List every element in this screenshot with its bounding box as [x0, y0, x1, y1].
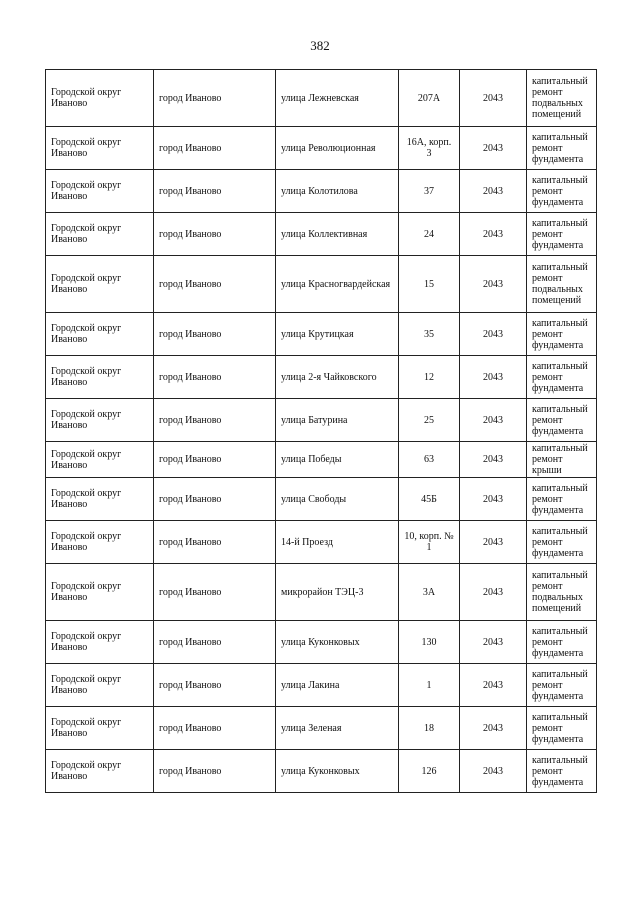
- cell-street: улица 2-я Чайковского: [276, 356, 399, 399]
- cell-municipality: Городской округ Иваново: [46, 621, 154, 664]
- cell-city: город Иваново: [154, 213, 276, 256]
- cell-year: 2043: [460, 750, 527, 793]
- cell-year: 2043: [460, 313, 527, 356]
- cell-year: 2043: [460, 399, 527, 442]
- cell-house-number: 3А: [399, 564, 460, 621]
- cell-house-number: 207А: [399, 70, 460, 127]
- table-row: [46, 70, 597, 127]
- cell-year: 2043: [460, 442, 527, 478]
- table-row: [46, 664, 597, 707]
- cell-house-number: 18: [399, 707, 460, 750]
- cell-work-type: капитальный ремонт подвальных помещений: [527, 70, 597, 127]
- table-row: [46, 521, 597, 564]
- table-row: [46, 478, 597, 521]
- cell-city: город Иваново: [154, 127, 276, 170]
- cell-house-number: 45Б: [399, 478, 460, 521]
- cell-street: микрорайон ТЭЦ-3: [276, 564, 399, 621]
- cell-street: улица Свободы: [276, 478, 399, 521]
- cell-year: 2043: [460, 478, 527, 521]
- cell-house-number: 15: [399, 256, 460, 313]
- cell-city: город Иваново: [154, 664, 276, 707]
- cell-street: улица Батурина: [276, 399, 399, 442]
- cell-street: улица Зеленая: [276, 707, 399, 750]
- table-row: [46, 750, 597, 793]
- cell-city: город Иваново: [154, 521, 276, 564]
- cell-work-type: капитальный ремонт фундамента: [527, 521, 597, 564]
- table-row: [46, 356, 597, 399]
- cell-city: город Иваново: [154, 564, 276, 621]
- cell-year: 2043: [460, 564, 527, 621]
- cell-year: 2043: [460, 707, 527, 750]
- cell-work-type: капитальный ремонт фундамента: [527, 313, 597, 356]
- cell-work-type: капитальный ремонт крыши: [527, 442, 597, 478]
- cell-municipality: Городской округ Иваново: [46, 564, 154, 621]
- table-row: [46, 399, 597, 442]
- cell-city: город Иваново: [154, 707, 276, 750]
- cell-work-type: капитальный ремонт фундамента: [527, 127, 597, 170]
- cell-municipality: Городской округ Иваново: [46, 521, 154, 564]
- cell-house-number: 35: [399, 313, 460, 356]
- table-row: [46, 213, 597, 256]
- cell-year: 2043: [460, 256, 527, 313]
- cell-year: 2043: [460, 664, 527, 707]
- table-row: [46, 256, 597, 313]
- cell-house-number: 126: [399, 750, 460, 793]
- cell-year: 2043: [460, 170, 527, 213]
- table-row: [46, 127, 597, 170]
- table-row: [46, 707, 597, 750]
- cell-municipality: Городской округ Иваново: [46, 70, 154, 127]
- cell-street: улица Революционная: [276, 127, 399, 170]
- cell-house-number: 130: [399, 621, 460, 664]
- cell-municipality: Городской округ Иваново: [46, 313, 154, 356]
- repair-schedule-table: [45, 69, 597, 793]
- cell-municipality: Городской округ Иваново: [46, 478, 154, 521]
- cell-city: город Иваново: [154, 478, 276, 521]
- cell-city: город Иваново: [154, 750, 276, 793]
- cell-house-number: 63: [399, 442, 460, 478]
- cell-house-number: 10, корп. № 1: [399, 521, 460, 564]
- cell-city: город Иваново: [154, 170, 276, 213]
- cell-house-number: 12: [399, 356, 460, 399]
- cell-street: 14-й Проезд: [276, 521, 399, 564]
- cell-municipality: Городской округ Иваново: [46, 127, 154, 170]
- cell-municipality: Городской округ Иваново: [46, 170, 154, 213]
- table-row: [46, 564, 597, 621]
- cell-year: 2043: [460, 127, 527, 170]
- cell-municipality: Городской округ Иваново: [46, 707, 154, 750]
- cell-work-type: капитальный ремонт фундамента: [527, 621, 597, 664]
- cell-city: город Иваново: [154, 256, 276, 313]
- cell-work-type: капитальный ремонт фундамента: [527, 399, 597, 442]
- cell-work-type: капитальный ремонт фундамента: [527, 356, 597, 399]
- cell-work-type: капитальный ремонт подвальных помещений: [527, 256, 597, 313]
- cell-street: улица Лежневская: [276, 70, 399, 127]
- cell-work-type: капитальный ремонт фундамента: [527, 213, 597, 256]
- cell-municipality: Городской округ Иваново: [46, 356, 154, 399]
- cell-city: город Иваново: [154, 621, 276, 664]
- cell-year: 2043: [460, 356, 527, 399]
- cell-city: город Иваново: [154, 442, 276, 478]
- cell-year: 2043: [460, 70, 527, 127]
- cell-year: 2043: [460, 521, 527, 564]
- cell-year: 2043: [460, 621, 527, 664]
- page-number: 382: [310, 38, 330, 53]
- cell-municipality: Городской округ Иваново: [46, 399, 154, 442]
- table-row: [46, 621, 597, 664]
- cell-street: улица Победы: [276, 442, 399, 478]
- table-row: [46, 170, 597, 213]
- cell-municipality: Городской округ Иваново: [46, 213, 154, 256]
- cell-street: улица Красногвардейская: [276, 256, 399, 313]
- cell-city: город Иваново: [154, 399, 276, 442]
- cell-municipality: Городской округ Иваново: [46, 750, 154, 793]
- table-row: [46, 442, 597, 478]
- cell-work-type: капитальный ремонт фундамента: [527, 750, 597, 793]
- table-body: [46, 70, 597, 793]
- cell-work-type: капитальный ремонт фундамента: [527, 707, 597, 750]
- table-row: [46, 313, 597, 356]
- cell-street: улица Куконковых: [276, 750, 399, 793]
- cell-work-type: капитальный ремонт подвальных помещений: [527, 564, 597, 621]
- cell-street: улица Колотилова: [276, 170, 399, 213]
- cell-city: город Иваново: [154, 70, 276, 127]
- cell-street: улица Куконковых: [276, 621, 399, 664]
- cell-municipality: Городской округ Иваново: [46, 442, 154, 478]
- cell-city: город Иваново: [154, 313, 276, 356]
- cell-house-number: 16А, корп. 3: [399, 127, 460, 170]
- cell-street: улица Коллективная: [276, 213, 399, 256]
- cell-work-type: капитальный ремонт фундамента: [527, 170, 597, 213]
- cell-municipality: Городской округ Иваново: [46, 256, 154, 313]
- cell-year: 2043: [460, 213, 527, 256]
- cell-municipality: Городской округ Иваново: [46, 664, 154, 707]
- cell-city: город Иваново: [154, 356, 276, 399]
- cell-street: улица Крутицкая: [276, 313, 399, 356]
- cell-street: улица Лакина: [276, 664, 399, 707]
- cell-house-number: 25: [399, 399, 460, 442]
- cell-house-number: 37: [399, 170, 460, 213]
- cell-house-number: 24: [399, 213, 460, 256]
- cell-work-type: капитальный ремонт фундамента: [527, 664, 597, 707]
- cell-house-number: 1: [399, 664, 460, 707]
- cell-work-type: капитальный ремонт фундамента: [527, 478, 597, 521]
